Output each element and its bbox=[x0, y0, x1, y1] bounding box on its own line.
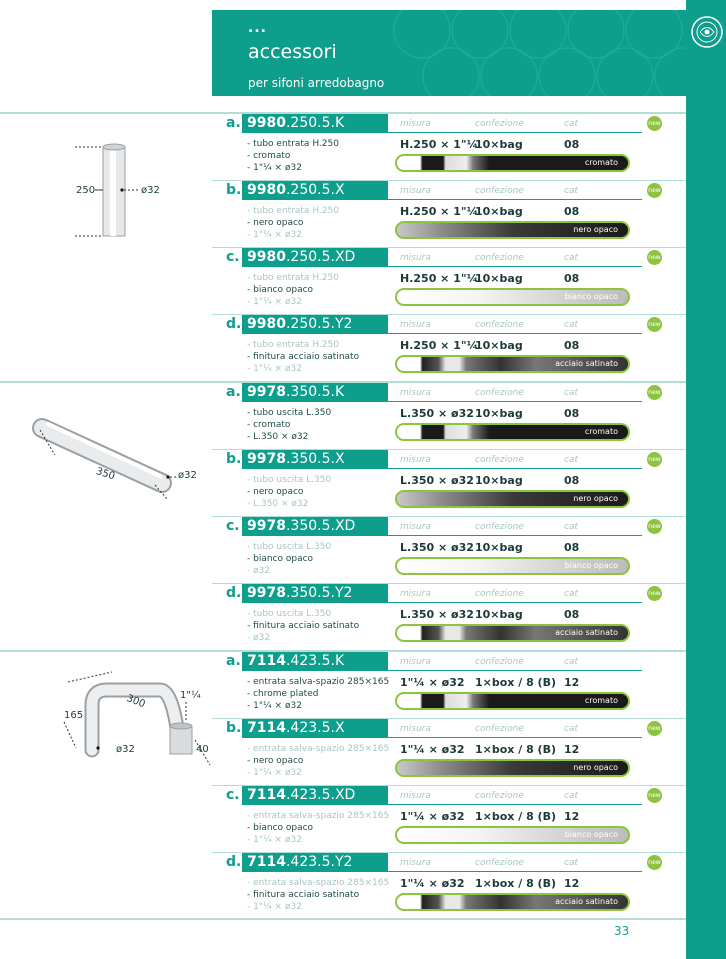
cat-value: 08 bbox=[564, 474, 580, 487]
desc-text: L.350 × ø32 bbox=[253, 432, 309, 442]
variant-letter: c. bbox=[226, 518, 240, 534]
desc-text: tubo uscita L.350 bbox=[253, 609, 332, 619]
desc-text: 1"¼ × ø32 bbox=[253, 297, 302, 307]
new-badge: new bbox=[647, 385, 662, 400]
misura-value: H.250 × 1"¼ bbox=[400, 339, 478, 352]
product-code[interactable] bbox=[242, 719, 388, 738]
desc-text: bianco opaco bbox=[253, 285, 314, 295]
code-suffix: .250.5.Y2 bbox=[285, 316, 353, 332]
confezione-value: 10×bag bbox=[475, 541, 523, 554]
new-badge: new bbox=[647, 721, 662, 736]
cat-value: 08 bbox=[564, 407, 580, 420]
desc-text: bianco opaco bbox=[253, 554, 314, 564]
finish-swatch bbox=[395, 154, 630, 172]
code-suffix: .250.5.X bbox=[285, 182, 345, 198]
col-confezione: confezione bbox=[475, 589, 524, 599]
section-header bbox=[212, 10, 686, 96]
col-cat: cat bbox=[564, 119, 578, 129]
code-prefix: 9980 bbox=[247, 182, 286, 198]
finish-swatch bbox=[395, 692, 630, 710]
desc-text: nero opaco bbox=[253, 218, 304, 228]
desc-line: - bianco opaco bbox=[247, 823, 314, 833]
product-code[interactable] bbox=[242, 517, 388, 536]
finish-swatch bbox=[395, 759, 630, 777]
col-confezione: confezione bbox=[475, 186, 524, 196]
desc-line: - bianco opaco bbox=[247, 554, 314, 564]
finish-label: acciaio satinato bbox=[555, 628, 618, 637]
desc-line: - tubo entrata H.250 bbox=[247, 206, 339, 216]
variant-letter: a. bbox=[226, 384, 241, 400]
confezione-value: 1×box / 8 (B) bbox=[475, 877, 556, 890]
confezione-value: 1×box / 8 (B) bbox=[475, 743, 556, 756]
confezione-value: 10×bag bbox=[475, 272, 523, 285]
variant-letter: c. bbox=[226, 787, 240, 803]
misura-value: L.350 × ø32 bbox=[400, 474, 474, 487]
col-confezione: confezione bbox=[475, 119, 524, 129]
finish-label: nero opaco bbox=[573, 494, 618, 503]
desc-text: cromato bbox=[253, 420, 291, 430]
cat-value: 12 bbox=[564, 676, 580, 689]
desc-line: - tubo uscita L.350 bbox=[247, 408, 332, 418]
code-suffix: .350.5.K bbox=[285, 384, 345, 400]
misura-value: L.350 × ø32 bbox=[400, 541, 474, 554]
col-cat: cat bbox=[564, 455, 578, 465]
col-cat: cat bbox=[564, 589, 578, 599]
col-cat: cat bbox=[564, 657, 578, 667]
code-suffix: .423.5.Y2 bbox=[285, 854, 353, 870]
dimension-label: 40 bbox=[196, 744, 209, 755]
col-cat: cat bbox=[564, 253, 578, 263]
col-cat: cat bbox=[564, 320, 578, 330]
code-prefix: 7114 bbox=[247, 720, 286, 736]
finish-swatch bbox=[395, 893, 630, 911]
desc-line: - chrome plated bbox=[247, 689, 319, 699]
desc-text: bianco opaco bbox=[253, 823, 314, 833]
col-misura: misura bbox=[400, 186, 431, 196]
finish-label: acciaio satinato bbox=[555, 897, 618, 906]
code-prefix: 9980 bbox=[247, 316, 286, 332]
desc-text: tubo uscita L.350 bbox=[253, 408, 332, 418]
code-suffix: .350.5.Y2 bbox=[285, 585, 353, 601]
finish-swatch bbox=[395, 288, 630, 306]
code-suffix: .250.5.K bbox=[285, 115, 345, 131]
desc-line: - finitura acciaio satinato bbox=[247, 352, 360, 362]
col-misura: misura bbox=[400, 858, 431, 868]
desc-line: - 1"¼ × ø32 bbox=[247, 768, 302, 778]
misura-value: L.350 × ø32 bbox=[400, 407, 474, 420]
variant-letter: b. bbox=[226, 451, 242, 467]
new-badge: new bbox=[647, 855, 662, 870]
desc-text: tubo entrata H.250 bbox=[253, 206, 339, 216]
misura-value: 1"¼ × ø32 bbox=[400, 877, 465, 890]
col-misura: misura bbox=[400, 589, 431, 599]
desc-line: - tubo entrata H.250 bbox=[247, 273, 339, 283]
code-prefix: 9978 bbox=[247, 518, 286, 534]
desc-line: - ø32 bbox=[247, 566, 271, 576]
col-misura: misura bbox=[400, 724, 431, 734]
confezione-value: 1×box / 8 (B) bbox=[475, 676, 556, 689]
code-prefix: 9980 bbox=[247, 249, 286, 265]
misura-value: 1"¼ × ø32 bbox=[400, 743, 465, 756]
new-badge: new bbox=[647, 250, 662, 265]
new-badge: new bbox=[647, 116, 662, 131]
bent-pipe-illustration bbox=[0, 0, 220, 800]
new-badge: new bbox=[647, 586, 662, 601]
finish-swatch bbox=[395, 490, 630, 508]
new-badge: new bbox=[647, 317, 662, 332]
confezione-value: 10×bag bbox=[475, 407, 523, 420]
code-prefix: 9978 bbox=[247, 585, 286, 601]
col-cat: cat bbox=[564, 724, 578, 734]
misura-value: L.350 × ø32 bbox=[400, 608, 474, 621]
desc-text: 1"¼ × ø32 bbox=[253, 364, 302, 374]
desc-text: L.350 × ø32 bbox=[253, 499, 309, 509]
col-cat: cat bbox=[564, 388, 578, 398]
desc-text: tubo entrata H.250 bbox=[253, 139, 339, 149]
cat-value: 08 bbox=[564, 272, 580, 285]
desc-line: - entrata salva-spazio 285×165 bbox=[247, 677, 390, 687]
variant-letter: d. bbox=[226, 585, 242, 601]
col-misura: misura bbox=[400, 791, 431, 801]
col-confezione: confezione bbox=[475, 455, 524, 465]
desc-text: finitura acciaio satinato bbox=[253, 890, 360, 900]
confezione-value: 10×bag bbox=[475, 138, 523, 151]
desc-line: - 1"¼ × ø32 bbox=[247, 902, 302, 912]
col-confezione: confezione bbox=[475, 522, 524, 532]
desc-text: ø32 bbox=[253, 566, 271, 576]
desc-line: - 1"¼ × ø32 bbox=[247, 230, 302, 240]
desc-text: 1"¼ × ø32 bbox=[253, 835, 302, 845]
dimension-label: 1"¼ bbox=[180, 690, 201, 701]
dimension-label: 300 bbox=[124, 693, 147, 711]
dimension-label: ø32 bbox=[116, 744, 135, 755]
code-suffix: .423.5.XD bbox=[285, 787, 356, 803]
variant-letter: b. bbox=[226, 182, 242, 198]
desc-line: - entrata salva-spazio 285×165 bbox=[247, 744, 390, 754]
code-suffix: .250.5.XD bbox=[285, 249, 356, 265]
finish-swatch bbox=[395, 221, 630, 239]
col-cat: cat bbox=[564, 522, 578, 532]
brand-seal-icon bbox=[690, 15, 724, 49]
code-suffix: .350.5.XD bbox=[285, 518, 356, 534]
desc-text: entrata salva-spazio 285×165 bbox=[253, 677, 390, 687]
desc-text: ø32 bbox=[253, 633, 271, 643]
finish-swatch bbox=[395, 624, 630, 642]
misura-value: 1"¼ × ø32 bbox=[400, 810, 465, 823]
desc-line: - finitura acciaio satinato bbox=[247, 621, 360, 631]
variant-letter: d. bbox=[226, 316, 242, 332]
product-code[interactable] bbox=[242, 450, 388, 469]
dimension-label: 350 bbox=[94, 466, 117, 483]
desc-text: chrome plated bbox=[253, 689, 319, 699]
confezione-value: 10×bag bbox=[475, 608, 523, 621]
desc-line: - entrata salva-spazio 285×165 bbox=[247, 878, 390, 888]
dimension-label: 250 bbox=[76, 185, 96, 196]
bottom-divider bbox=[0, 918, 686, 920]
product-code[interactable] bbox=[242, 584, 388, 603]
col-cat: cat bbox=[564, 791, 578, 801]
desc-line: - 1"¼ × ø32 bbox=[247, 835, 302, 845]
desc-line: - nero opaco bbox=[247, 487, 304, 497]
desc-line: - nero opaco bbox=[247, 756, 304, 766]
code-prefix: 9978 bbox=[247, 451, 286, 467]
desc-line: - nero opaco bbox=[247, 218, 304, 228]
col-confezione: confezione bbox=[475, 388, 524, 398]
finish-swatch bbox=[395, 355, 630, 373]
desc-text: 1"¼ × ø32 bbox=[253, 701, 302, 711]
product-code[interactable] bbox=[242, 114, 388, 133]
code-prefix: 7114 bbox=[247, 653, 286, 669]
col-confezione: confezione bbox=[475, 657, 524, 667]
desc-line: - tubo uscita L.350 bbox=[247, 475, 332, 485]
col-confezione: confezione bbox=[475, 253, 524, 263]
col-cat: cat bbox=[564, 186, 578, 196]
misura-value: H.250 × 1"¼ bbox=[400, 138, 478, 151]
code-prefix: 7114 bbox=[247, 854, 286, 870]
variant-letter: d. bbox=[226, 854, 242, 870]
misura-value: 1"¼ × ø32 bbox=[400, 676, 465, 689]
desc-text: 1"¼ × ø32 bbox=[253, 768, 302, 778]
product-code[interactable] bbox=[242, 181, 388, 200]
variant-letter: a. bbox=[226, 115, 241, 131]
desc-line: - L.350 × ø32 bbox=[247, 499, 309, 509]
desc-line: - tubo uscita L.350 bbox=[247, 542, 332, 552]
desc-text: entrata salva-spazio 285×165 bbox=[253, 811, 390, 821]
desc-text: nero opaco bbox=[253, 756, 304, 766]
product-code[interactable] bbox=[242, 383, 388, 402]
desc-line: - tubo entrata H.250 bbox=[247, 139, 339, 149]
desc-text: 1"¼ × ø32 bbox=[253, 230, 302, 240]
col-confezione: confezione bbox=[475, 791, 524, 801]
product-code[interactable] bbox=[242, 315, 388, 334]
desc-line: - ø32 bbox=[247, 633, 271, 643]
col-misura: misura bbox=[400, 253, 431, 263]
new-badge: new bbox=[647, 519, 662, 534]
cat-value: 08 bbox=[564, 339, 580, 352]
desc-text: finitura acciaio satinato bbox=[253, 352, 360, 362]
col-misura: misura bbox=[400, 388, 431, 398]
misura-value: H.250 × 1"¼ bbox=[400, 272, 478, 285]
desc-line: - cromato bbox=[247, 151, 291, 161]
desc-line: - entrata salva-spazio 285×165 bbox=[247, 811, 390, 821]
desc-line: - 1"¼ × ø32 bbox=[247, 163, 302, 173]
confezione-value: 1×box / 8 (B) bbox=[475, 810, 556, 823]
desc-text: 1"¼ × ø32 bbox=[253, 163, 302, 173]
col-confezione: confezione bbox=[475, 320, 524, 330]
misura-value: H.250 × 1"¼ bbox=[400, 205, 478, 218]
desc-line: - 1"¼ × ø32 bbox=[247, 297, 302, 307]
desc-text: entrata salva-spazio 285×165 bbox=[253, 878, 390, 888]
finish-label: bianco opaco bbox=[564, 830, 618, 839]
finish-label: acciaio satinato bbox=[555, 359, 618, 368]
finish-swatch bbox=[395, 423, 630, 441]
desc-text: tubo entrata H.250 bbox=[253, 340, 339, 350]
col-misura: misura bbox=[400, 455, 431, 465]
code-suffix: .423.5.X bbox=[285, 720, 345, 736]
col-cat: cat bbox=[564, 858, 578, 868]
col-confezione: confezione bbox=[475, 858, 524, 868]
cat-value: 12 bbox=[564, 743, 580, 756]
code-suffix: .350.5.X bbox=[285, 451, 345, 467]
desc-line: - cromato bbox=[247, 420, 291, 430]
confezione-value: 10×bag bbox=[475, 474, 523, 487]
product-code[interactable] bbox=[242, 652, 388, 671]
finish-label: nero opaco bbox=[573, 225, 618, 234]
desc-line: - 1"¼ × ø32 bbox=[247, 701, 302, 711]
col-misura: misura bbox=[400, 657, 431, 667]
new-badge: new bbox=[647, 452, 662, 467]
confezione-value: 10×bag bbox=[475, 205, 523, 218]
desc-text: entrata salva-spazio 285×165 bbox=[253, 744, 390, 754]
confezione-value: 10×bag bbox=[475, 339, 523, 352]
variant-letter: b. bbox=[226, 720, 242, 736]
desc-text: cromato bbox=[253, 151, 291, 161]
new-badge: new bbox=[647, 183, 662, 198]
desc-text: 1"¼ × ø32 bbox=[253, 902, 302, 912]
product-code[interactable] bbox=[242, 248, 388, 267]
col-misura: misura bbox=[400, 119, 431, 129]
desc-text: finitura acciaio satinato bbox=[253, 621, 360, 631]
cat-value: 12 bbox=[564, 877, 580, 890]
desc-line: - L.350 × ø32 bbox=[247, 432, 309, 442]
desc-line: - finitura acciaio satinato bbox=[247, 890, 360, 900]
col-misura: misura bbox=[400, 522, 431, 532]
new-badge: new bbox=[647, 788, 662, 803]
col-misura: misura bbox=[400, 320, 431, 330]
product-code[interactable] bbox=[242, 853, 388, 872]
finish-label: nero opaco bbox=[573, 763, 618, 772]
desc-text: tubo uscita L.350 bbox=[253, 542, 332, 552]
cat-value: 08 bbox=[564, 138, 580, 151]
finish-label: cromato bbox=[584, 158, 618, 167]
cat-value: 08 bbox=[564, 205, 580, 218]
finish-label: cromato bbox=[584, 696, 618, 705]
desc-line: - 1"¼ × ø32 bbox=[247, 364, 302, 374]
dimension-label: ø32 bbox=[178, 470, 197, 481]
dimension-label: ø32 bbox=[141, 185, 160, 196]
code-prefix: 9978 bbox=[247, 384, 286, 400]
code-suffix: .423.5.K bbox=[285, 653, 345, 669]
code-prefix: 9980 bbox=[247, 115, 286, 131]
variant-letter: c. bbox=[226, 249, 240, 265]
desc-text: nero opaco bbox=[253, 487, 304, 497]
page-subtitle: per sifoni arredobagno bbox=[248, 76, 385, 90]
finish-label: bianco opaco bbox=[564, 292, 618, 301]
page-title: accessori bbox=[248, 41, 337, 63]
right-sidebar bbox=[686, 0, 726, 959]
variant-letter: a. bbox=[226, 653, 241, 669]
finish-label: bianco opaco bbox=[564, 561, 618, 570]
col-confezione: confezione bbox=[475, 724, 524, 734]
desc-line: - bianco opaco bbox=[247, 285, 314, 295]
code-prefix: 7114 bbox=[247, 787, 286, 803]
product-code[interactable] bbox=[242, 786, 388, 805]
dimension-label: 165 bbox=[64, 710, 84, 721]
cat-value: 08 bbox=[564, 608, 580, 621]
finish-swatch bbox=[395, 826, 630, 844]
cat-value: 08 bbox=[564, 541, 580, 554]
header-dots: ... bbox=[248, 20, 267, 36]
finish-label: cromato bbox=[584, 427, 618, 436]
page-number: 33 bbox=[614, 924, 630, 938]
desc-line: - tubo entrata H.250 bbox=[247, 340, 339, 350]
finish-swatch bbox=[395, 557, 630, 575]
desc-line: - tubo uscita L.350 bbox=[247, 609, 332, 619]
cat-value: 12 bbox=[564, 810, 580, 823]
desc-text: tubo uscita L.350 bbox=[253, 475, 332, 485]
desc-text: tubo entrata H.250 bbox=[253, 273, 339, 283]
